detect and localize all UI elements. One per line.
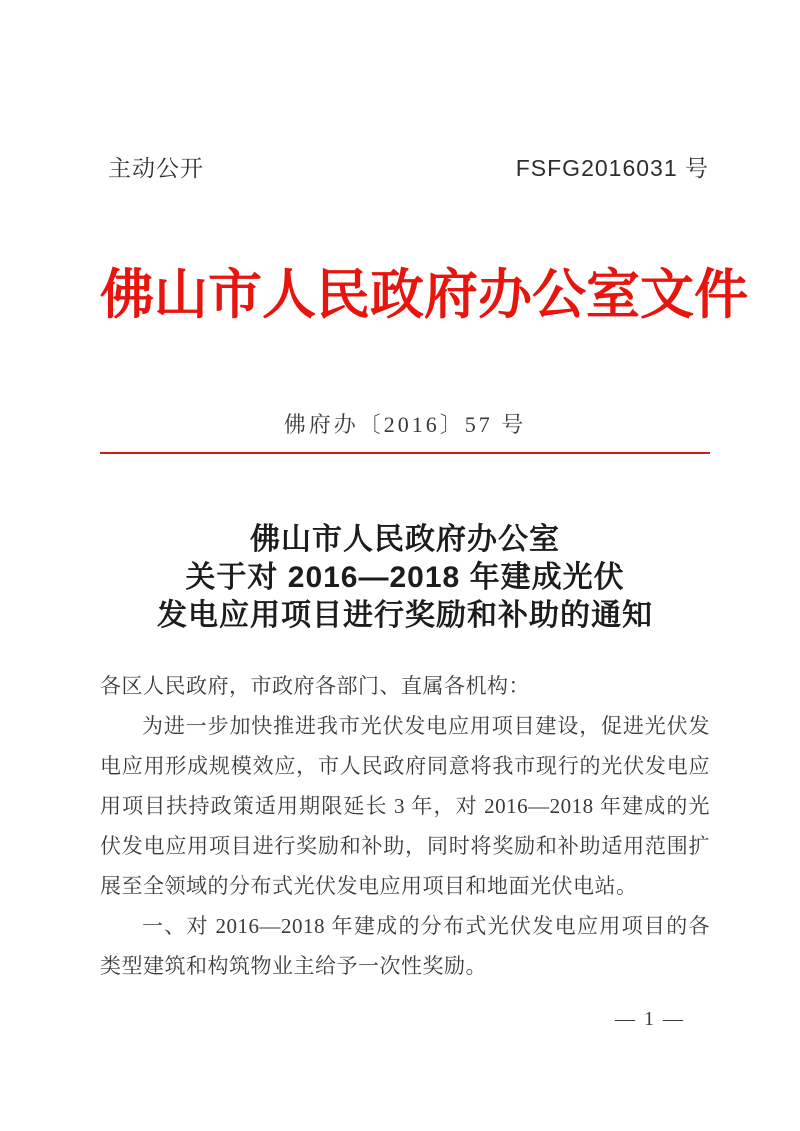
- masthead-title: 佛山市人民政府办公室文件: [100, 265, 748, 325]
- salutation-line: 各区人民政府，市政府各部门、直属各机构：: [100, 674, 530, 698]
- document-title-line-2: 关于对 2016—2018 年建成光伏: [185, 561, 625, 594]
- red-divider-line: [100, 452, 710, 454]
- document-body: [100, 666, 710, 986]
- document-title-line-1: 佛山市人民政府办公室: [250, 523, 560, 556]
- document-title-line-3: 发电应用项目进行奖励和补助的通知: [157, 599, 653, 632]
- reference-number: FSFG2016031 号: [515, 155, 709, 181]
- body-line: 类型建筑和构筑物业主给予一次性奖励。: [100, 954, 487, 978]
- body-line: 一、对 2016—2018 年建成的分布式光伏发电应用项目的各: [142, 914, 710, 938]
- disclosure-label: 主动公开: [108, 155, 204, 181]
- body-line: 用项目扶持政策适用期限延长 3 年，对 2016—2018 年建成的光: [100, 794, 710, 818]
- body-line: 展至全领域的分布式光伏发电应用项目和地面光伏电站。: [100, 874, 638, 898]
- page-number: — 1 —: [615, 1008, 685, 1030]
- document-issue-number: 佛府办〔2016〕57 号: [283, 412, 527, 437]
- body-line: 伏发电应用项目进行奖励和补助，同时将奖励和补助适用范围扩: [100, 834, 710, 858]
- body-line: 电应用形成规模效应，市人民政府同意将我市现行的光伏发电应: [100, 754, 710, 778]
- body-line: 为进一步加快推进我市光伏发电应用项目建设，促进光伏发: [142, 714, 710, 738]
- document-header: [108, 150, 709, 183]
- document-title: [80, 521, 730, 635]
